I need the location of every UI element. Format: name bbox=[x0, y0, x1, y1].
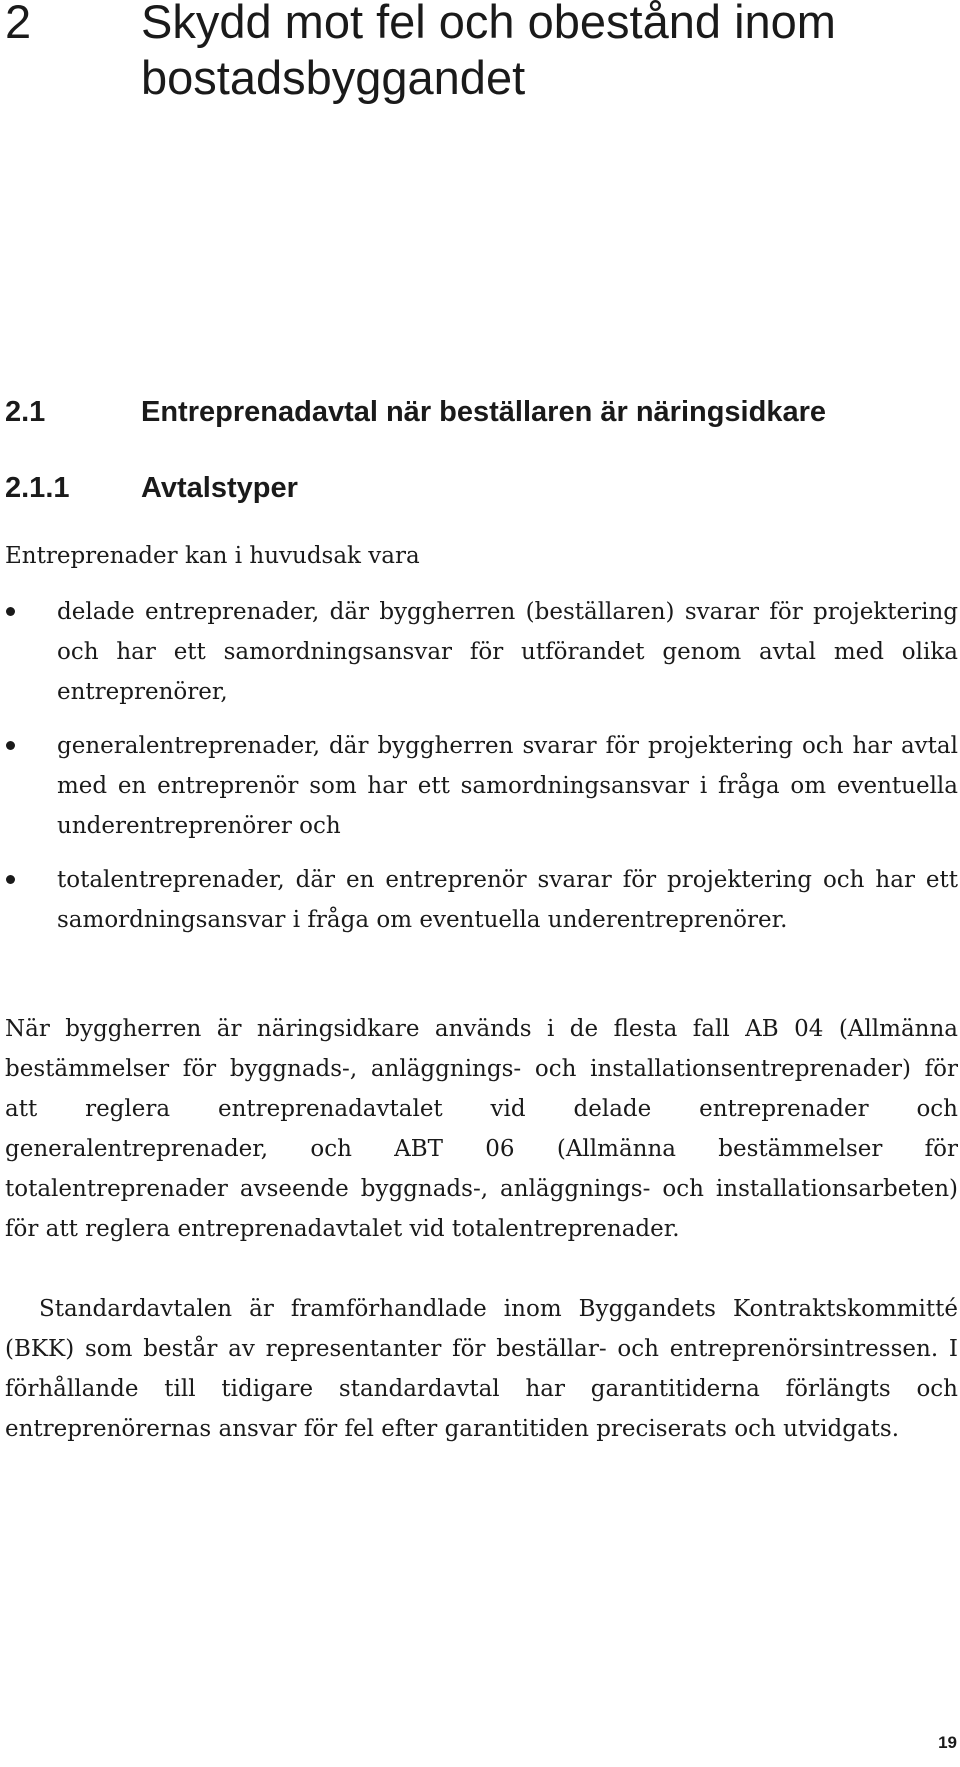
section-number: 2.1 bbox=[5, 396, 46, 428]
section-title: Entreprenadavtal när beställaren är näringsidkare bbox=[141, 396, 826, 428]
paragraph-bkk: Standardavtalen är framförhandlade inom Byggandets Kontraktskommitté (BKK) som består av representanter för beställar- och entreprenörsintressen. I förhållande till tidigare standardavtal har garantitiderna förlängts och entreprenörernas ansvar för fel efter garantitiden preciserats och utvidgats. bbox=[5, 1296, 958, 1442]
list-item bbox=[0, 592, 958, 712]
bullet-icon bbox=[6, 741, 15, 750]
paragraph-ab04: När byggherren är näringsidkare används i de flesta fall AB 04 (Allmänna bestämmelser för byggnads-, anläggnings- och installationsentreprenader) för att reglera entreprenadavtalet vid delade entreprenader och generalentreprenader, och ABT 06 (Allmänna bestämmelser för totalentreprenader avseende byggnads-, anläggnings- och installationsarbeten) för att reglera entreprenadavtalet vid totalentreprenader. bbox=[5, 1016, 958, 1242]
subsection-number: 2.1.1 bbox=[5, 472, 70, 504]
list-item-text: delade entreprenader, där byggherren (beställaren) svarar för projektering och har ett samordningsansvar för utförandet genom avtal med olika entreprenörer, bbox=[57, 599, 958, 705]
entreprenad-types-list bbox=[0, 592, 958, 954]
intro-text: Entreprenader kan i huvudsak vara bbox=[5, 543, 420, 569]
list-item bbox=[0, 860, 958, 940]
bullet-icon bbox=[6, 875, 15, 884]
chapter-number: 2 bbox=[5, 0, 32, 48]
page-number: 19 bbox=[938, 1733, 957, 1752]
chapter-title: Skydd mot fel och obestånd inom bostadsbyggandet bbox=[141, 0, 836, 104]
list-item bbox=[0, 726, 958, 846]
subsection-title: Avtalstyper bbox=[141, 472, 298, 504]
list-item-text: generalentreprenader, där byggherren svarar för projektering och har avtal med en entreprenör som har ett samordningsansvar i fråga om eventuella underentreprenörer och bbox=[57, 733, 958, 839]
bullet-icon bbox=[6, 607, 15, 616]
list-item-text: totalentreprenader, där en entreprenör svarar för projektering och har ett samordningsansvar i fråga om eventuella underentreprenörer. bbox=[57, 867, 958, 933]
